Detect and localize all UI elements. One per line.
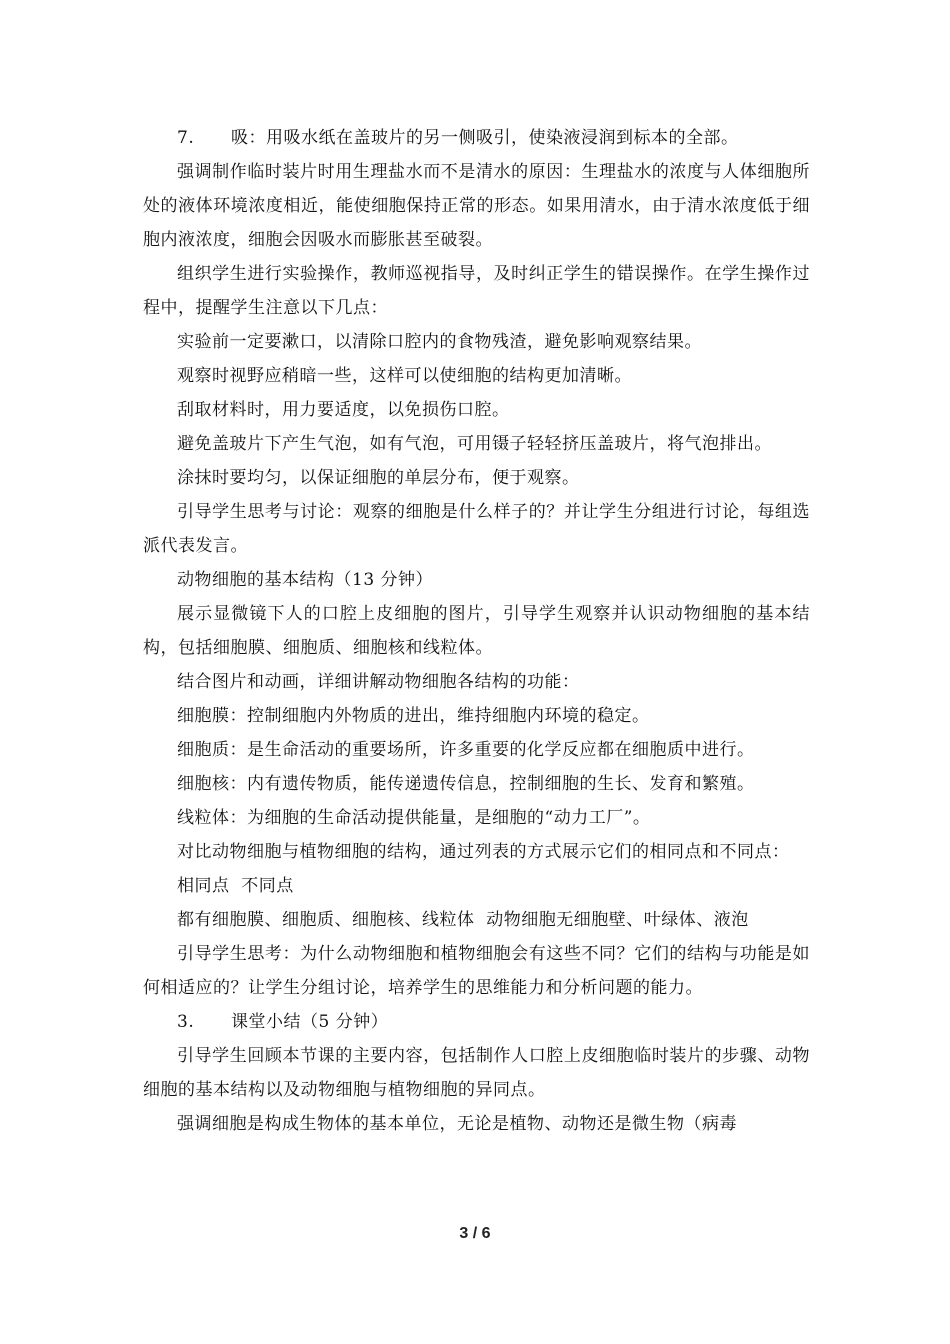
comparison-header: 相同点 不同点 [177,876,294,896]
paragraph: 涂抹时要均匀，以保证细胞的单层分布，便于观察。 [177,468,580,488]
paragraph: 线粒体：为细胞的生命活动提供能量，是细胞的“动力工厂”。 [177,808,651,828]
comparison-row: 都有细胞膜、细胞质、细胞核、线粒体 动物细胞无细胞壁、叶绿体、液泡 [177,910,749,930]
paragraph: 引导学生思考：为什么动物细胞和植物细胞会有这些不同？它们的结构与功能是如何相适应的？让学生分组讨论，培养学生的思维能力和分析问题的能力。 [143,944,810,998]
item-text: 吸：用吸水纸在盖玻片的另一侧吸引，使染液浸润到标本的全部。 [231,128,739,148]
numbered-item [143,121,810,155]
paragraph: 强调制作临时装片时用生理盐水而不是清水的原因：生理盐水的浓度与人体细胞所处的液体环境浓度相近，能使细胞保持正常的形态。如果用清水，由于清水浓度低于细胞内液浓度，细胞会因吸水而膨胀甚至破裂。 [143,162,810,250]
paragraph: 实验前一定要漱口，以清除口腔内的食物残渣，避免影响观察结果。 [177,332,702,352]
page-number: 3 / 6 [459,1225,491,1242]
paragraph: 组织学生进行实验操作，教师巡视指导，及时纠正学生的错误操作。在学生操作过程中，提醒学生注意以下几点： [143,264,810,318]
section-heading: 动物细胞的基本结构（13 分钟） [177,570,434,590]
item-text: 课堂小结（5 分钟） [231,1012,389,1032]
paragraph: 引导学生回顾本节课的主要内容，包括制作人口腔上皮细胞临时装片的步骤、动物细胞的基本结构以及动物细胞与植物细胞的异同点。 [143,1046,810,1100]
paragraph: 对比动物细胞与植物细胞的结构，通过列表的方式展示它们的相同点和不同点： [177,842,790,862]
paragraph: 强调细胞是构成生物体的基本单位，无论是植物、动物还是微生物（病毒 [177,1114,737,1134]
item-number: 3. [177,1012,195,1032]
paragraph: 引导学生思考与讨论：观察的细胞是什么样子的？并让学生分组进行讨论，每组选派代表发言。 [143,502,810,556]
item-number: 7. [177,128,195,148]
paragraph: 细胞膜：控制细胞内外物质的进出，维持细胞内环境的稳定。 [177,706,650,726]
document-body [143,121,810,1141]
numbered-item [143,1005,810,1039]
paragraph: 避免盖玻片下产生气泡，如有气泡，可用镊子轻轻挤压盖玻片，将气泡排出。 [177,434,772,454]
paragraph: 细胞核：内有遗传物质，能传递遗传信息，控制细胞的生长、发育和繁殖。 [177,774,755,794]
paragraph: 展示显微镜下人的口腔上皮细胞的图片，引导学生观察并认识动物细胞的基本结构，包括细胞膜、细胞质、细胞核和线粒体。 [143,604,810,658]
paragraph: 细胞质：是生命活动的重要场所，许多重要的化学反应都在细胞质中进行。 [177,740,755,760]
paragraph: 结合图片和动画，详细讲解动物细胞各结构的功能： [177,672,580,692]
paragraph: 观察时视野应稍暗一些，这样可以使细胞的结构更加清晰。 [177,366,632,386]
paragraph: 刮取材料时，用力要适度，以免损伤口腔。 [177,400,510,420]
